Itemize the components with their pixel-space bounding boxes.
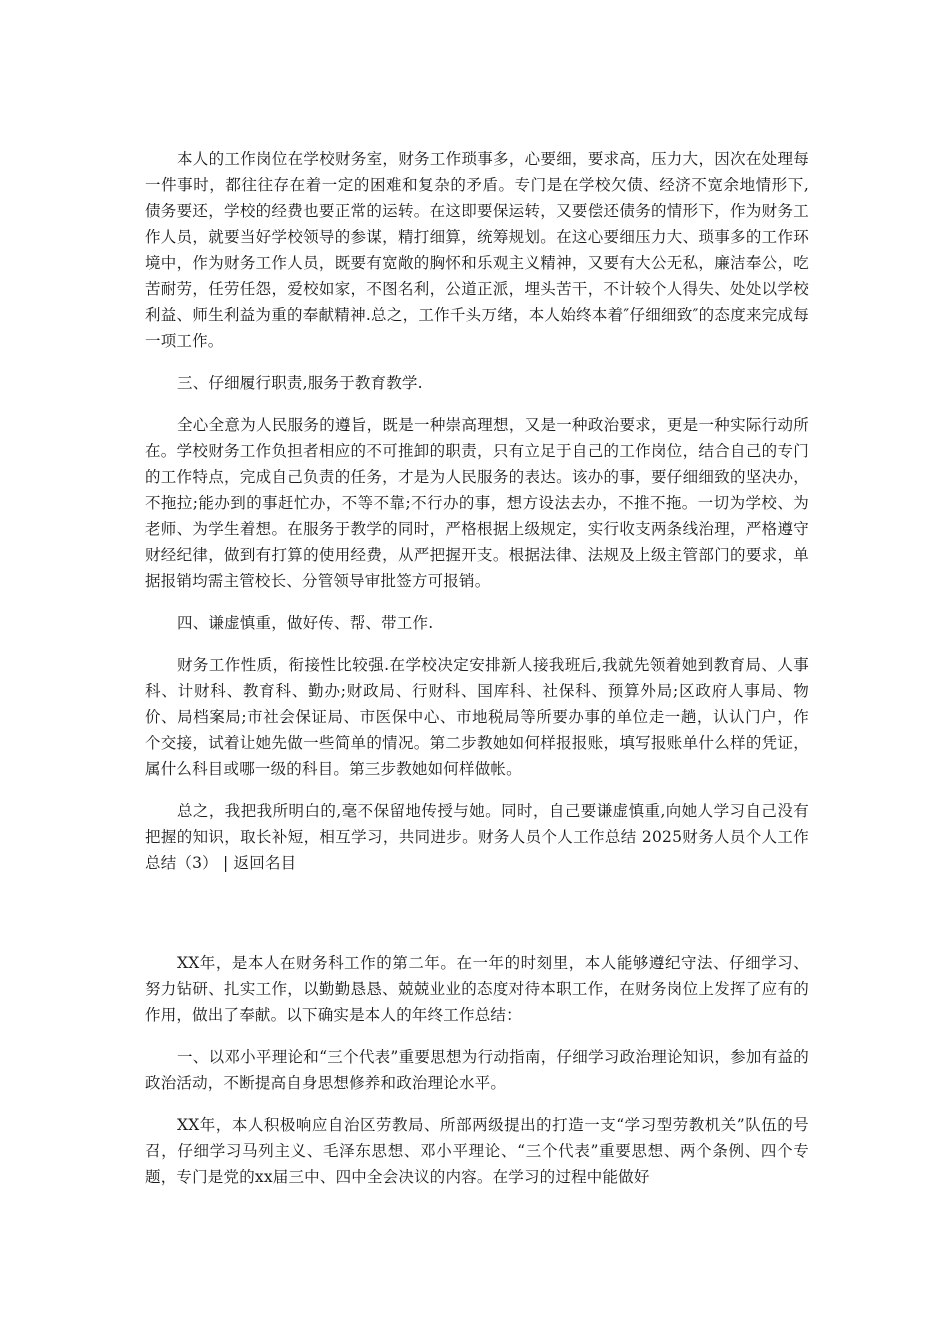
section-heading-1: 一、以邓小平理论和“三个代表”重要思想为行动指南，仔细学习政治理论知识，参加有益的政治活动，不断提高自身思想修养和政治理论水平。 [145, 1048, 809, 1092]
paragraph-study: XX年，本人积极响应自治区劳教局、所部两级提出的打造一支“学习型劳教机关”队伍的号召，仔细学习马列主义、毛泽东思想、邓小平理论、“三个代表”重要思想、两个条例、四个专题，专门是党的xx届三中、四中全会决议的内容。在学习的过程中能做好 [145, 1116, 809, 1186]
paragraph-work-attitude: 本人的工作岗位在学校财务室，财务工作琐事多，心要细，要求高，压力大，因次在处理每一件事时，都往往存在着一定的困难和复杂的矛盾。专门是在学校欠债、经济不宽余地情形下,债务要还，学校的经费也要正常的运转。在这即要保运转，又要偿还债务的情形下，作为财务工作人员，就要当好学校领导的参谋，精打细算，统筹规划。在这心要细压力大、琐事多的工作环境中，作为财务工作人员，既要有宽敞的胸怀和乐观主义精神，又要有大公无私，廉洁奉公，吃苦耐劳，任劳任怨，爱校如家，不图名利，公道正派，埋头苦干，不计较个人得失、处处以学校利益、师生利益为重的奉献精神.总之，工作千头万绪，本人始终本着″仔细细致″的态度来完成每一项工作。 [145, 150, 809, 350]
paragraph-handover: 财务工作性质，衔接性比较强.在学校决定安排新人接我班后,我就先领着她到教育局、人事科、计财科、教育科、勤办;财政局、行财科、国库科、社保科、预算外局;区政府人事局、物价、局档案局;市社会保证局、市医保中心、市地税局等所要办事的单位走一趟，认认门户，作个交接，试着让她先做一些简单的情况。第二步教她如何样报报账，填写报账单什么样的凭证，属什么科目或哪一级的科目。第三步教她如何样做帐。 [145, 656, 809, 778]
paragraph-summary: 总之，我把我所明白的,毫不保留地传授与她。同时，自己要谦虚慎重,向她人学习自己没有把握的知识，取长补短，相互学习，共同进步。财务人员个人工作总结 2025财务人员个人工作总结（3） | 返回名目 [145, 802, 809, 872]
paragraph-year-intro: XX年，是本人在财务科工作的第二年。在一年的时刻里，本人能够遵纪守法、仔细学习、努力钻研、扎实工作，以勤勤恳恳、兢兢业业的态度对待本职工作，在财务岗位上发挥了应有的作用，做出了奉献。以下确实是本人的年终工作总结： [145, 954, 809, 1024]
paragraph-service: 全心全意为人民服务的遵旨，既是一种崇高理想，又是一种政治要求，更是一种实际行动所在。学校财务工作负担者相应的不可推卸的职责，只有立足于自己的工作岗位，结合自己的专门的工作特点，完成自己负责的任务，才是为人民服务的表达。该办的事，要仔细细致的坚决办，不拖拉;能办到的事赶忙办，不等不靠;不行办的事，想方设法去办，不推不拖。一切为学校、为老师、为学生着想。在服务于教学的同时，严格根据上级规定，实行收支两条线治理，严格遵守财经纪律，做到有打算的使用经费，从严把握开支。根据法律、法规及上级主管部门的要求，单据报销均需主管校长、分管领导审批签方可报销。 [145, 416, 809, 590]
section-heading-4: 四、谦虚慎重，做好传、帮、带工作. [177, 614, 434, 632]
document-body [145, 146, 809, 1190]
section-heading-3: 三、仔细履行职责,服务于教育教学. [177, 374, 423, 392]
